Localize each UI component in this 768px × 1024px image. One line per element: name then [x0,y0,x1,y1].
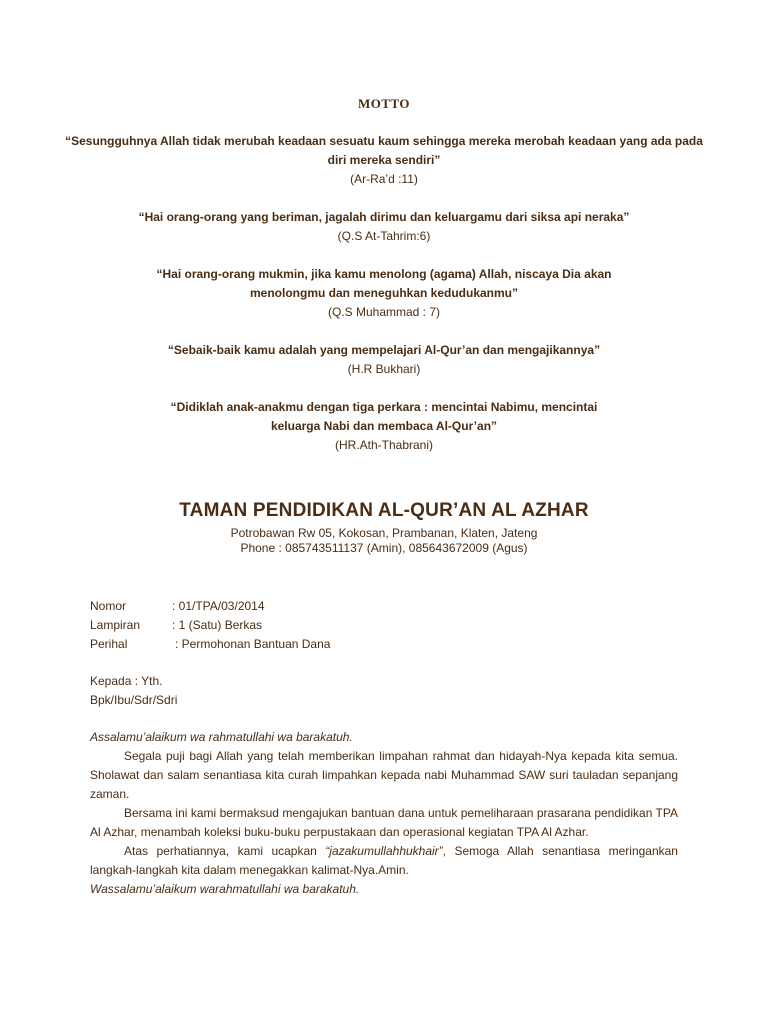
meta-row-nomor [90,597,690,616]
paragraph-3 [90,842,678,880]
quote-source: (H.R Bukhari) [347,362,421,376]
paragraph-2: Bersama ini kami bermaksud mengajukan bantuan dana untuk pemeliharaan prasarana pendidikan TPA Al Azhar, menambah koleksi buku-buku perpustakaan dan operasional kegiatan TPA Al Azhar. [90,806,678,839]
quote-source: (HR.Ath-Thabrani) [334,438,434,452]
meta-label: Lampiran [90,618,141,632]
recipient [90,672,690,710]
org-info [0,526,768,556]
quote-text: “Hai orang-orang yang beriman, jagalah dirimu dan keluargamu dari siksa api neraka” [138,210,630,224]
letter-body [90,728,678,899]
quote-text: “Sebaik-baik kamu adalah yang mempelajari Al-Qur’an dan mengajikannya” [167,343,601,357]
org-phone: Phone : 085743511137 (Amin), 085643672009 (Agus) [240,541,528,555]
quote-text: “Didiklah anak-anakmu dengan tiga perkara : mencintai Nabimu, mencintai keluarga Nabi dan membaca Al-Qur’an” [170,400,598,433]
recipient-line-1: Kepada : Yth. [90,674,163,688]
quote-source: (Q.S At-Tahrim:6) [337,229,431,243]
org-address: Potrobawan Rw 05, Kokosan, Prambanan, Klaten, Jateng [230,526,538,540]
closing: Wassalamu’alaikum warahmatullahi wa barakatuh. [90,882,360,896]
recipient-line-2: Bpk/Ibu/Sdr/Sdri [90,693,178,707]
paragraph-3-end: , Semoga Allah senantiasa meringankan langkah-langkah kita dalam menegakkan kalimat-Nya.Amin. [90,844,678,877]
meta-row-perihal [90,635,690,654]
quote-text: “Hai orang-orang mukmin, jika kamu menolong (agama) Allah, niscaya Dia akan menolongmu dan meneguhkan kedudukanmu” [156,267,612,300]
quote-5 [150,398,618,455]
org-name: TAMAN PENDIDIKAN AL-QUR’AN AL AZHAR [179,500,589,521]
meta-value: : 01/TPA/03/2014 [172,599,265,613]
quote-2 [60,208,708,246]
quote-text: “Sesungguhnya Allah tidak merubah keadaan sesuatu kaum sehingga mereka merobah keadaan yang ada pada diri mereka sendiri” [65,134,703,167]
quote-3 [140,265,628,322]
letter-meta [90,597,690,654]
quote-source: (Q.S Muhammad : 7) [327,305,441,319]
paragraph-3-start: Atas perhatiannya, kami ucapkan [124,844,326,858]
meta-value: : 1 (Satu) Berkas [172,618,263,632]
meta-row-lampiran [90,616,690,635]
meta-label: Nomor [90,599,127,613]
paragraph-3-italic: “jazakumullahhukhair” [325,844,443,858]
motto-title: MOTTO [357,96,411,111]
quote-source: (Ar-Ra’d :11) [350,172,418,186]
paragraph-1: Segala puji bagi Allah yang telah memberikan limpahan rahmat dan hidayah-Nya kepada kita semua. Sholawat dan salam senantiasa kita curah limpahkan kepada nabi Muhammad SAW suri tauladan sepanjang zaman. [90,749,678,801]
meta-label: Perihal [90,637,128,651]
greeting: Assalamu’alaikum wa rahmatullahi wa barakatuh. [90,730,353,744]
meta-value: : Permohonan Bantuan Dana [175,637,331,651]
quote-1 [60,132,708,189]
quote-4 [60,341,708,379]
